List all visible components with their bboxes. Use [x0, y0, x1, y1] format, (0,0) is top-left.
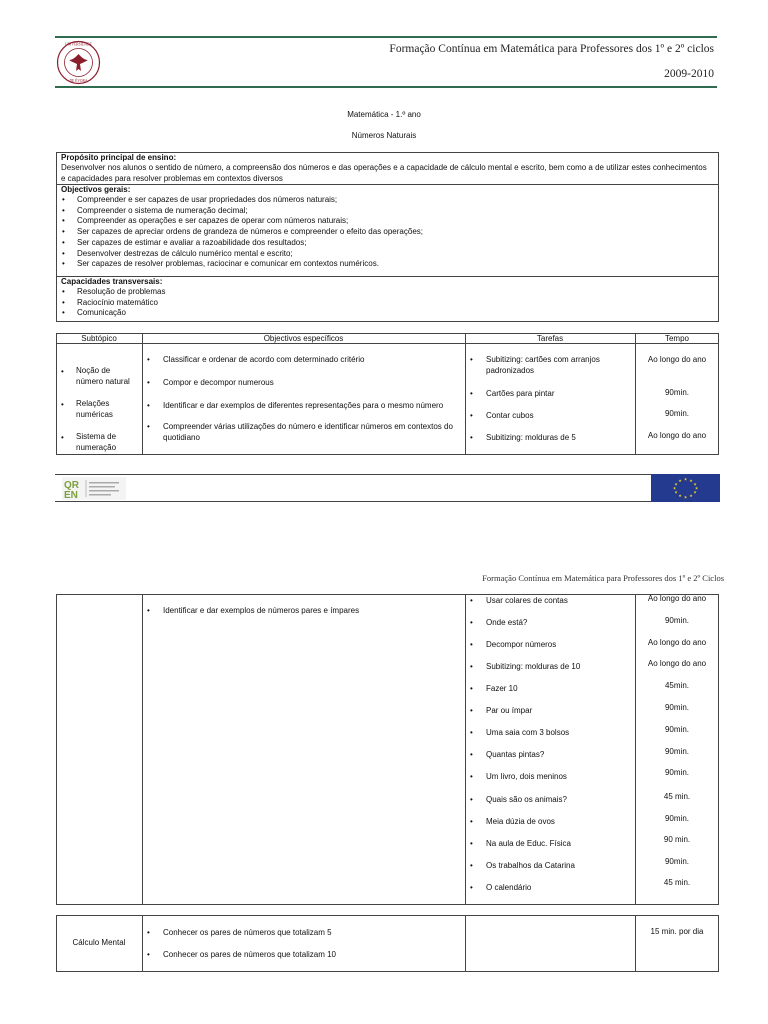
bullet: •	[470, 389, 473, 398]
bullet: •	[61, 367, 64, 376]
bullet: •	[470, 640, 473, 649]
bullet: •	[470, 662, 473, 671]
transversal-section	[61, 277, 717, 319]
task-item: Quantas pintas?	[486, 750, 545, 759]
list-item: • Ser capazes de estimar e avaliar a razoabilidade dos resultados;	[61, 238, 717, 249]
bullet: •	[61, 400, 64, 409]
svg-text:UNIVERSIDADE: UNIVERSIDADE	[65, 42, 92, 47]
column-divider	[142, 594, 143, 905]
time-value: 45 min.	[663, 878, 691, 887]
purpose-text-line1: Desenvolver nos alunos o sentido de número, a compreensão dos números e das operações e a capacidade de cálculo mental e escrito, bem como a de utilizar estes conhecimentos	[61, 163, 707, 172]
bullet: •	[470, 596, 473, 605]
task-item: Subitizing: molduras de 5	[486, 433, 576, 442]
svg-text:★: ★	[678, 493, 682, 498]
svg-text:★: ★	[678, 478, 682, 483]
task-item: Subitizing: molduras de 10	[486, 662, 581, 671]
university-seal-logo	[56, 40, 101, 85]
time-value: 45 min.	[663, 792, 691, 801]
task-item: Usar colares de contas	[486, 596, 568, 605]
header-title: Formação Contínua em Matemática para Professores dos 1º e 2º ciclos	[389, 43, 714, 55]
task-item: Contar cubos	[486, 411, 534, 420]
transversal-list	[61, 287, 717, 319]
time-value: 90min.	[664, 388, 689, 397]
column-divider	[465, 594, 466, 905]
time-value: Ao longo do ano	[647, 355, 707, 364]
objectives-section	[61, 185, 717, 270]
bullet: •	[470, 355, 473, 364]
svg-text:★: ★	[674, 481, 678, 487]
purpose-title: Propósito principal de ensino:	[61, 153, 177, 162]
purpose-section	[61, 153, 717, 184]
time-value: Ao longo do ano	[647, 659, 707, 668]
task-item: Cartões para pintar	[486, 389, 555, 398]
svg-text:★: ★	[689, 493, 693, 498]
task-line: padronizados	[486, 365, 535, 375]
time-value: 90min.	[664, 725, 689, 734]
bullet: •	[470, 618, 473, 627]
list-item: • Resolução de problemas	[61, 287, 717, 298]
time-value: 15 min. por dia	[650, 927, 704, 936]
svg-text:★: ★	[689, 478, 693, 483]
subtopic-line: numeração	[76, 442, 117, 452]
task-item: Onde está?	[486, 618, 528, 627]
bullet: •	[147, 422, 150, 431]
mental-calculation-table	[56, 915, 719, 972]
task-item: Quais são os animais?	[486, 795, 567, 804]
subtopic-relations	[76, 399, 113, 420]
header-subtopic: Subtópico	[81, 334, 117, 343]
task-item: Decompor números	[486, 640, 557, 649]
list-item: • Desenvolver destrezas de cálculo numérico mental e escrito;	[61, 249, 717, 260]
objectives-title: Objectivos gerais:	[61, 185, 131, 194]
bullet: •	[470, 433, 473, 442]
time-value: 90min.	[664, 409, 689, 418]
svg-text:QR: QR	[64, 480, 79, 491]
time-value: 90min.	[664, 703, 689, 712]
column-divider	[465, 915, 466, 972]
task-item: Par ou ímpar	[486, 706, 533, 715]
objective-item	[163, 422, 453, 443]
svg-text:DE ÉVORA: DE ÉVORA	[69, 79, 88, 83]
time-value: 90min.	[664, 616, 689, 625]
bullet: •	[470, 839, 473, 848]
objective-item: Conhecer os pares de números que totalizam 10	[163, 950, 336, 959]
time-value: 90min.	[664, 747, 689, 756]
qren-logo	[62, 477, 126, 500]
list-item: • Comunicação	[61, 308, 717, 319]
column-divider	[465, 333, 466, 455]
bullet: •	[470, 861, 473, 870]
svg-text:★: ★	[693, 489, 697, 495]
list-item: • Raciocínio matemático	[61, 298, 717, 309]
subtopic-line: numéricas	[76, 409, 113, 419]
bullet: •	[470, 795, 473, 804]
header-tasks: Tarefas	[536, 334, 564, 343]
svg-text:★: ★	[674, 489, 678, 495]
task-line: Subitizing: cartões com arranjos	[486, 355, 600, 364]
bullet: •	[147, 378, 150, 387]
header-top-rule	[55, 36, 717, 38]
bullet: •	[147, 950, 150, 959]
task-item: O calendário	[486, 883, 532, 892]
bullet: •	[147, 355, 150, 364]
time-value: 90min.	[664, 768, 689, 777]
time-value: 45min.	[664, 681, 689, 690]
task-item: Meia dúzia de ovos	[486, 817, 555, 826]
objectives-list	[61, 195, 717, 270]
subtopic-line: Relações	[76, 399, 110, 408]
bullet: •	[61, 433, 64, 442]
objective-item: Identificar e dar exemplos de números pares e ímpares	[163, 606, 360, 615]
subtopic-number-notion	[76, 366, 130, 387]
task-item: Fazer 10	[486, 684, 518, 693]
list-item: • Ser capazes de resolver problemas, raciocinar e comunicar em contextos numéricos.	[61, 259, 717, 270]
time-value: Ao longo do ano	[647, 431, 707, 440]
task-item: Um livro, dois meninos	[486, 772, 567, 781]
objective-line: quotidiano	[163, 432, 200, 442]
time-value: 90min.	[664, 814, 689, 823]
svg-text:★: ★	[694, 485, 699, 491]
objective-item: Classificar e ordenar de acordo com determinado critério	[163, 355, 365, 364]
subtopic-line: número natural	[76, 376, 130, 386]
svg-text:★: ★	[683, 494, 688, 500]
bullet: •	[147, 928, 150, 937]
column-divider	[635, 915, 636, 972]
header-bottom-rule	[55, 86, 717, 88]
continuation-table	[56, 594, 719, 905]
svg-text:EN: EN	[64, 490, 78, 500]
svg-text:★: ★	[683, 476, 688, 482]
time-value: 90 min.	[663, 835, 691, 844]
time-value: Ao longo do ano	[647, 594, 707, 603]
doc-subject: Matemática - 1.º ano	[347, 110, 421, 119]
time-value: Ao longo do ano	[647, 638, 707, 647]
doc-topic: Números Naturais	[351, 131, 417, 140]
svg-text:★: ★	[693, 481, 697, 487]
bullet: •	[470, 684, 473, 693]
bullet: •	[470, 411, 473, 420]
list-item: • Compreender e ser capazes de usar propriedades dos números naturais;	[61, 195, 717, 206]
task-item	[486, 355, 600, 376]
bullet: •	[470, 750, 473, 759]
bullet: •	[470, 772, 473, 781]
time-value: 90min.	[664, 857, 689, 866]
objective-item: Compor e decompor numerous	[163, 378, 274, 387]
subtopic-line: Noção de	[76, 366, 111, 375]
header-time: Tempo	[664, 334, 689, 343]
eu-flag-logo	[651, 474, 720, 502]
objective-item: Conhecer os pares de números que totalizam 5	[163, 928, 332, 937]
bullet: •	[470, 728, 473, 737]
table-header-rule	[56, 343, 719, 344]
task-item: Na aula de Educ. Física	[486, 839, 571, 848]
header-objectives: Objectivos específicos	[263, 334, 344, 343]
column-divider	[142, 915, 143, 972]
task-item: Os trabalhos da Catarina	[486, 861, 575, 870]
bullet: •	[147, 401, 150, 410]
objective-item: Identificar e dar exemplos de diferentes representações para o mesmo número	[163, 401, 444, 410]
subtopic-numeration-system	[76, 432, 116, 453]
list-item: • Compreender as operações e ser capazes de operar com números naturais;	[61, 216, 717, 227]
bullet: •	[470, 706, 473, 715]
bullet: •	[470, 883, 473, 892]
bullet: •	[470, 817, 473, 826]
footer-band	[55, 474, 719, 502]
bullet: •	[147, 606, 150, 615]
page2-header-title: Formação Contínua em Matemática para Professores dos 1º e 2º Ciclos	[482, 573, 724, 583]
subtopic-line: Sistema de	[76, 432, 117, 441]
list-item: • Ser capazes de apreciar ordens de grandeza de números e compreender o efeito das operações;	[61, 227, 717, 238]
header-year: 2009-2010	[664, 68, 714, 80]
task-item: Uma saia com 3 bolsos	[486, 728, 570, 737]
objective-line: Compreender várias utilizações do número e identificar números em contextos do	[163, 422, 453, 431]
column-divider	[142, 333, 143, 455]
transversal-title: Capacidades transversais:	[61, 277, 163, 286]
purpose-text-line2: e capacidades para resolver problemas em contextos diversos	[61, 173, 283, 183]
svg-text:★: ★	[672, 485, 677, 491]
mental-calculation-subtopic: Cálculo Mental	[72, 938, 126, 947]
list-item: • Compreender o sistema de numeração decimal;	[61, 206, 717, 217]
